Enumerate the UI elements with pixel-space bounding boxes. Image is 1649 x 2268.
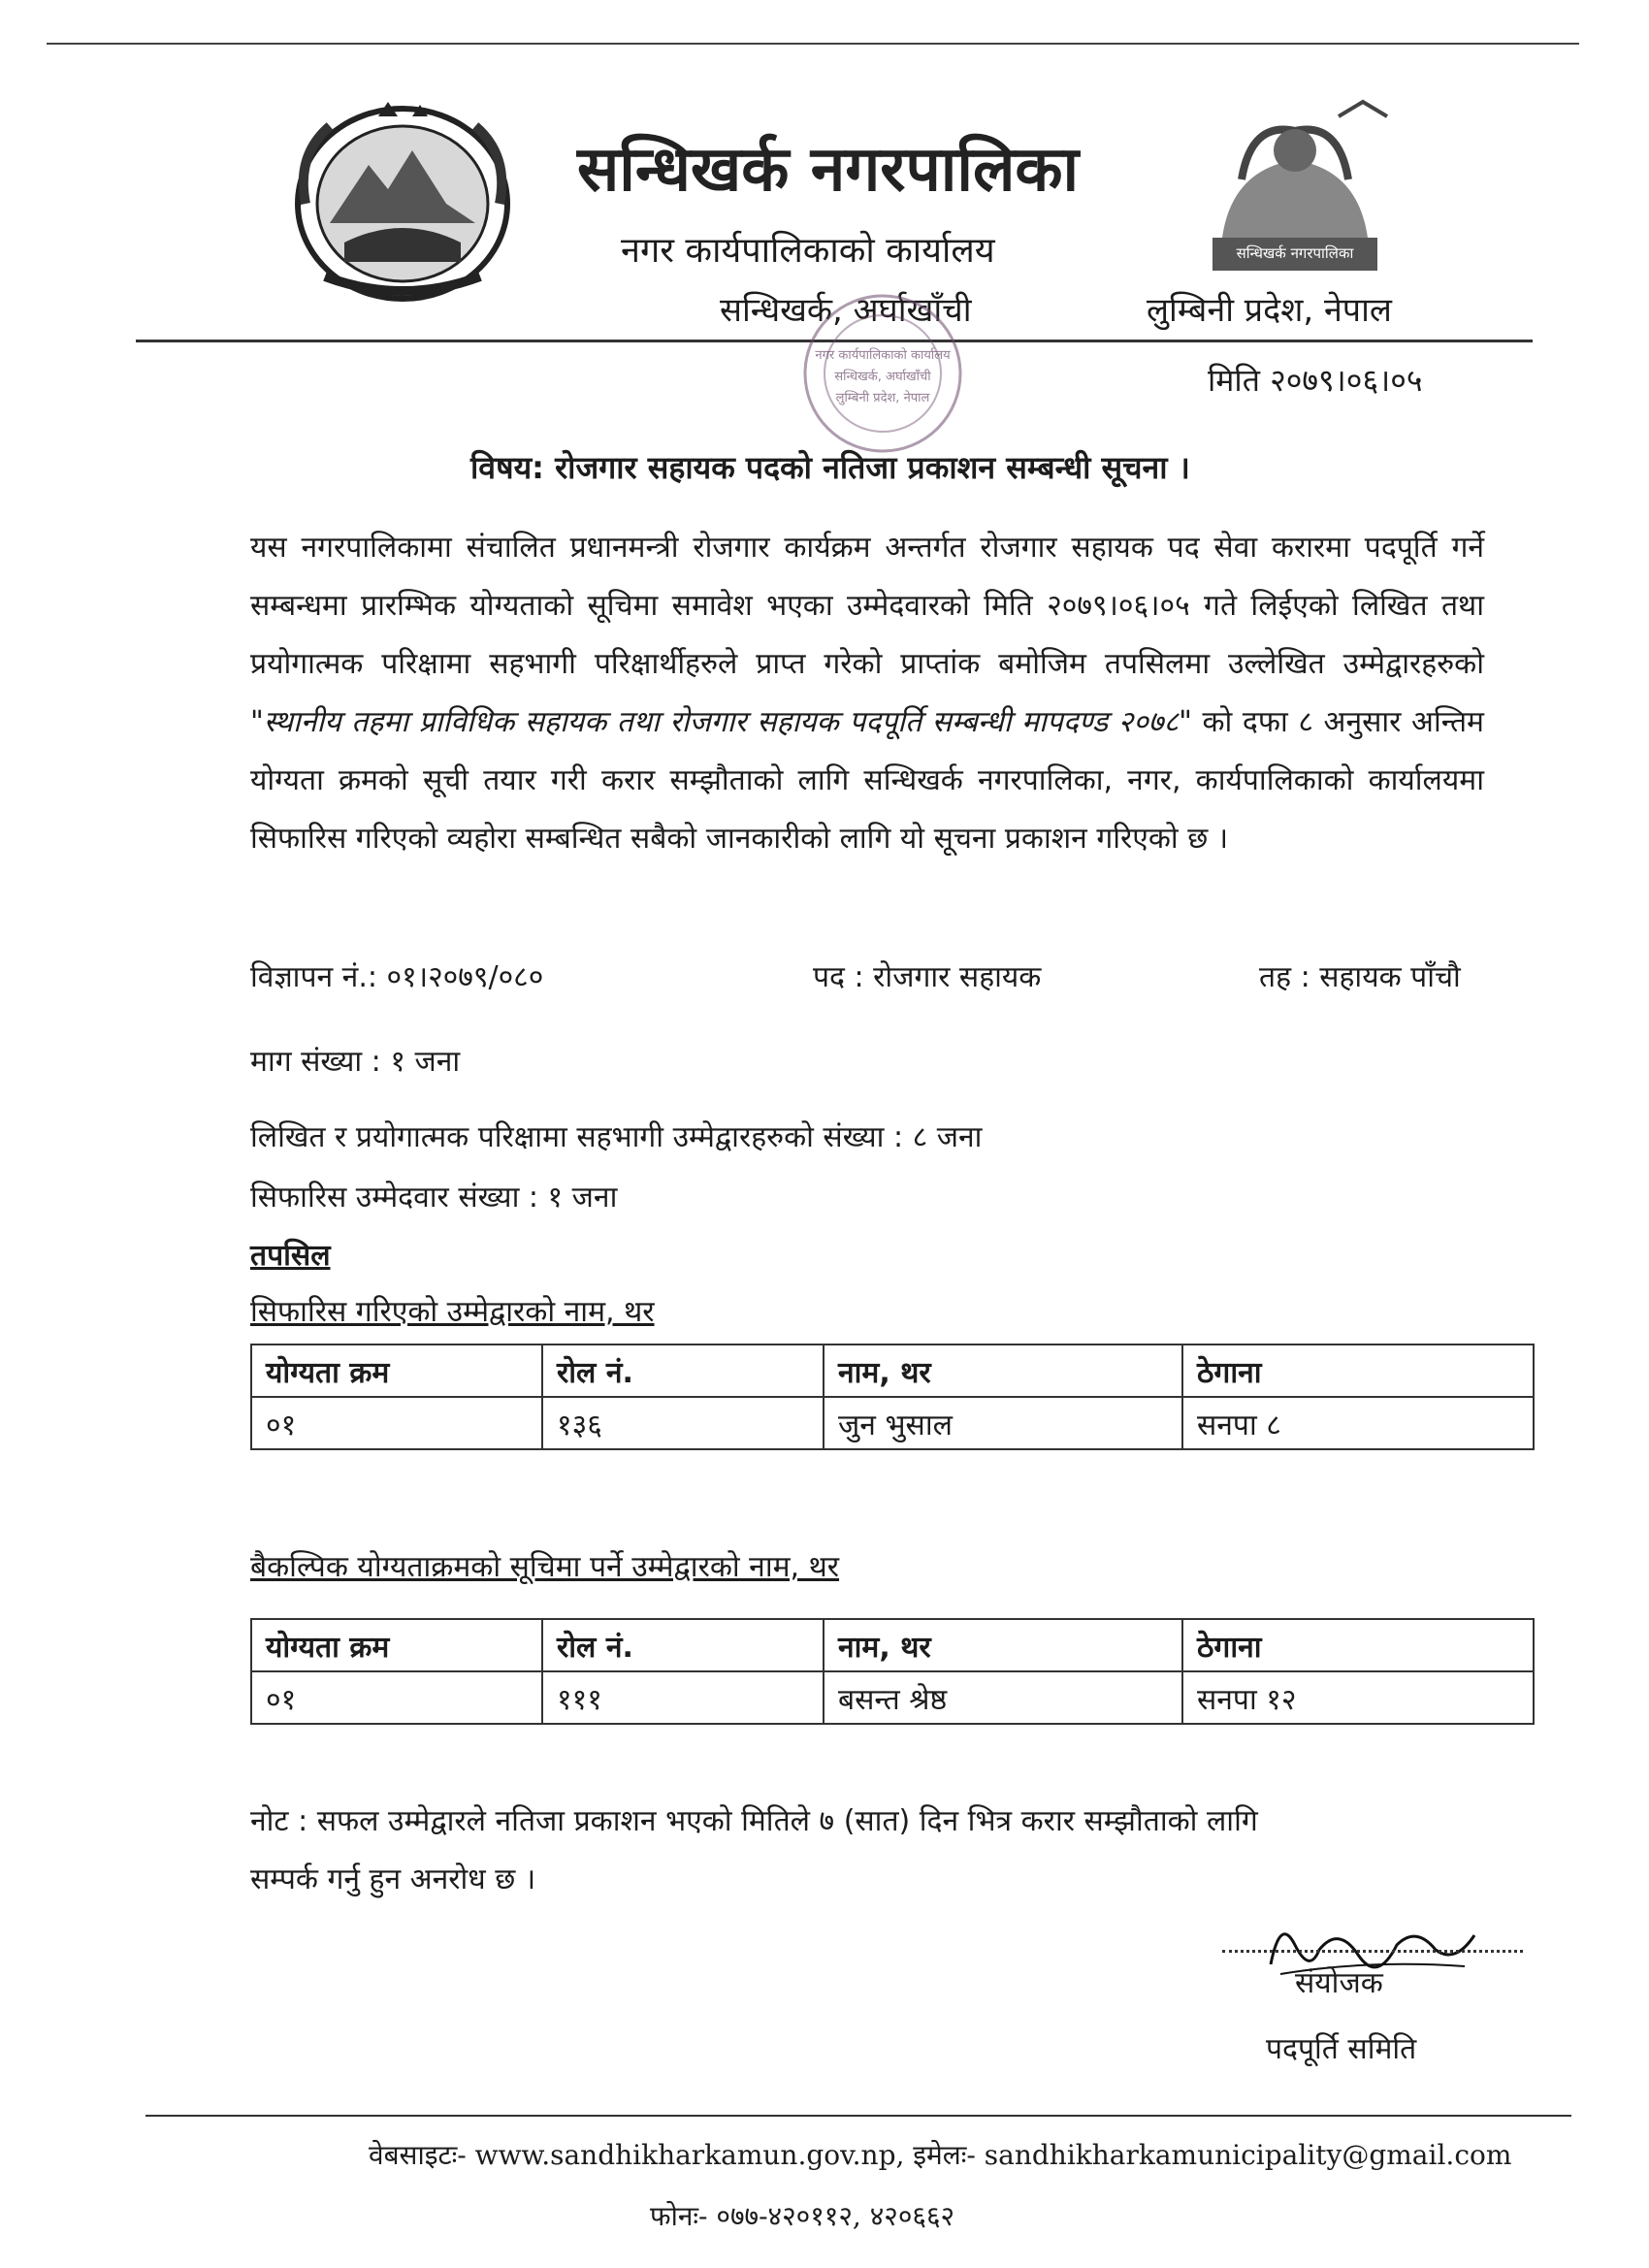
recommended-count: सिफारिस उम्मेदवार संख्या : १ जना	[250, 1181, 618, 1215]
table-row	[251, 1397, 1534, 1449]
tapasil-heading: तपसिल	[250, 1239, 331, 1273]
recommended-candidate-table	[250, 1344, 1535, 1450]
demand-count: माग संख्या : १ जना	[250, 1045, 461, 1079]
col-header-address: ठेगाना	[1182, 1619, 1534, 1671]
cell-roll: १११	[542, 1671, 824, 1724]
body-text-part-1: यस नगरपालिकामा संचालित प्रधानमन्त्री रोजगार कार्यक्रम अन्तर्गत रोजगार सहायक पद सेवा करारमा पदपूर्ति गर्ने सम्बन्धमा प्रारम्भिक योग्यताको सूचिमा समावेश भएका उम्मेदवारको मिति २०७९।०६।०५ गते लिईएको लिखित तथा प्रयोगात्मक परिक्षामा सहभागी परिक्षार्थीहरुले प्राप्त गरेको प्राप्तांक बमोजिम तपसिलमा उल्लेखित उम्मेद्वारहरुको "	[250, 531, 1484, 739]
document-date: मिति २०७९।०६।०५	[1208, 362, 1423, 399]
post-level: तह : सहायक पाँचौ	[1259, 960, 1461, 994]
col-header-name: नाम, थर	[824, 1345, 1182, 1397]
municipality-name: सन्धिखर्क नगरपालिका	[577, 133, 1080, 206]
top-edge-rule	[47, 43, 1579, 45]
col-header-rank: योग्यता क्रम	[251, 1345, 542, 1397]
note-line-1: नोट : सफल उम्मेद्वारले नतिजा प्रकाशन भएको मितिले ७ (सात) दिन भित्र करार सम्झौताको लागि	[250, 1804, 1258, 1838]
alternate-candidate-table	[250, 1618, 1535, 1725]
participants-count: लिखित र प्रयोगात्मक परिक्षामा सहभागी उम्मेद्वारहरुको संख्या : ८ जना	[250, 1120, 983, 1154]
stamp-line-3: लुम्बिनी प्रदेश, नेपाल	[835, 391, 930, 405]
col-header-roll: रोल नं.	[542, 1345, 824, 1397]
province-name: लुम्बिनी प्रदेश, नेपाल	[1147, 291, 1392, 330]
cell-name: जुन भुसाल	[824, 1397, 1182, 1449]
nepal-emblem-icon	[286, 97, 519, 306]
post-name: पद : रोजगार सहायक	[813, 960, 1042, 994]
cell-roll: १३६	[542, 1397, 824, 1449]
cell-rank: ०१	[251, 1397, 542, 1449]
signature-line	[1222, 1950, 1523, 1953]
logo-caption: सन्धिखर्क नगरपालिका	[1236, 244, 1354, 262]
office-name: नगर कार्यपालिकाको कार्यालय	[621, 231, 995, 271]
cell-address: सनपा ८	[1182, 1397, 1534, 1449]
body-paragraph	[250, 519, 1484, 868]
stamp-line-2: सन्धिखर्क, अर्घाखाँची	[834, 370, 931, 384]
note-line-2: सम्पर्क गर्नु हुन अनरोध छ ।	[250, 1863, 536, 1896]
col-header-roll: रोल नं.	[542, 1619, 824, 1671]
col-header-rank: योग्यता क्रम	[251, 1619, 542, 1671]
office-location: सन्धिखर्क, अर्घाखाँची	[720, 291, 972, 330]
body-text-italic-reference: स्थानीय तहमा प्राविधिक सहायक तथा रोजगार सहायक पदपूर्ति सम्बन्धी मापदण्ड २०७८	[263, 705, 1180, 739]
table-header-row	[251, 1345, 1534, 1397]
signatory-title: संयोजक	[1295, 1966, 1383, 2000]
col-header-name: नाम, थर	[824, 1619, 1182, 1671]
table2-caption: बैकल्पिक योग्यताक्रमको सूचिमा पर्ने उम्मेद्वारको नाम, थर	[250, 1550, 840, 1584]
footer-phone: फोनः- ०७७-४२०११२, ४२०६६२	[650, 2200, 955, 2232]
footer-contact: वेबसाइटः- www.sandhikharkamun.gov.np, इमेलः- sandhikharkamunicipality@gmail.com	[369, 2139, 1512, 2171]
footer-divider	[146, 2115, 1571, 2117]
office-stamp-icon	[786, 291, 980, 456]
body-text-part-2: " को दफा ८ अनुसार अन्तिम योग्यता क्रमको सूची तयार गरी करार सम्झौताको लागि सन्धिखर्क नगरपालिका, नगर, कार्यपालिकाको कार्यालयमा सिफारिस गरिएको व्यहोरा सम्बन्धित सबैको जानकारीको लागि यो सूचना प्रकाशन गरिएको छ ।	[250, 705, 1484, 856]
ad-number: विज्ञापन नं.: ०१।२०७९/०८०	[250, 960, 544, 994]
cell-rank: ०१	[251, 1671, 542, 1724]
committee-name: पदपूर्ति समिति	[1266, 2032, 1417, 2066]
table-header-row	[251, 1619, 1534, 1671]
col-header-address: ठेगाना	[1182, 1345, 1534, 1397]
cell-address: सनपा १२	[1182, 1671, 1534, 1724]
subject-line: विषय: रोजगार सहायक पदको नतिजा प्रकाशन सम्बन्धी सूचना ।	[470, 449, 1190, 486]
cell-name: बसन्त श्रेष्ठ	[824, 1671, 1182, 1724]
stamp-line-1: नगर कार्यपालिकाको कार्यालय	[815, 348, 951, 363]
advertisement-row	[250, 956, 1569, 994]
table-row	[251, 1671, 1534, 1724]
table1-caption: सिफारिस गरिएको उम्मेद्वारको नाम, थर	[250, 1295, 655, 1329]
